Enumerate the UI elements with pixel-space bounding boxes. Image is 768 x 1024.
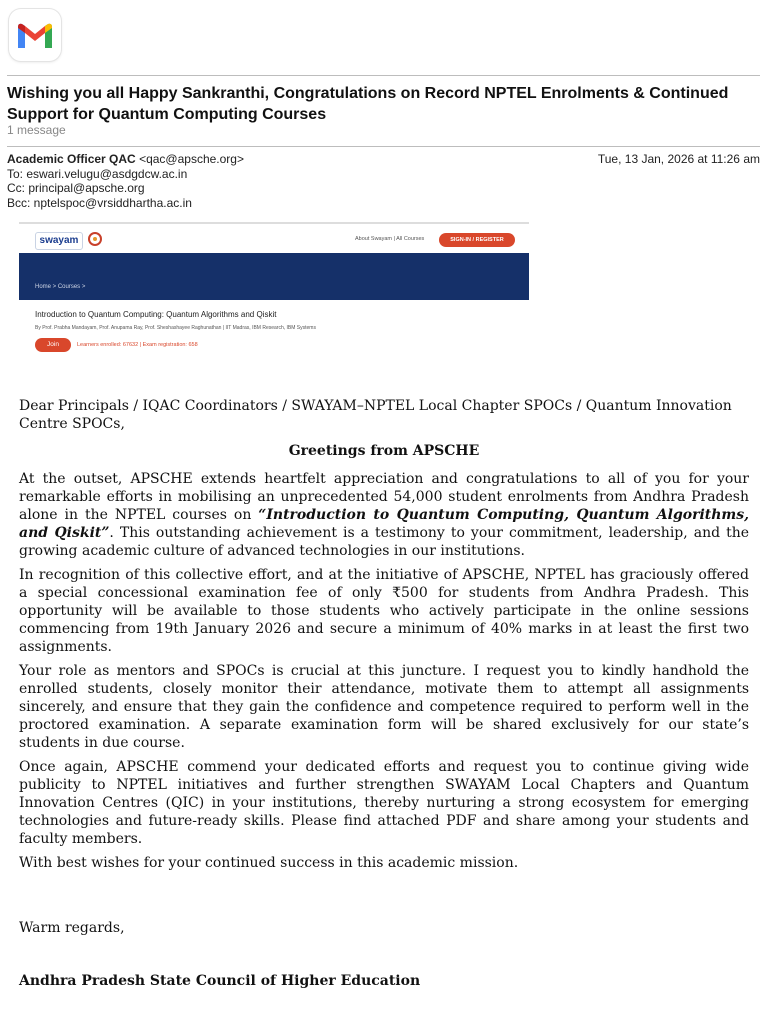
salutation: Dear Principals / IQAC Coordinators / SWAYAM–NPTEL Local Chapter SPOCs / Quantum Innovation Centre SPOCs, (19, 398, 732, 432)
signature: Andhra Pradesh State Council of Higher Education (19, 972, 421, 989)
signin-button: SIGN-IN / REGISTER (439, 233, 515, 247)
paragraph-4: Once again, APSCHE commend your dedicated efforts and request you to continue giving wide publicity to NPTEL initiatives and further strengthen SWAYAM Local Chapters and Quantum Innovation Centres (QIC) in your institutions, thereby nurturing a strong ecosystem for emerging technologies and future-ready skills. Please find attached PDF and share among your students and faculty members. (19, 759, 749, 847)
banner-course-instructors: By Prof. Prabha Mandayam, Prof. Anupama Ray, Prof. Sheshashayee Raghunathan | IIT Madras, IBM Research, IBM Systems (35, 325, 316, 331)
paragraph-1-end: . This outstanding achievement is a testimony to your commitment, leadership, and the growing academic culture of advanced technologies in our institutions. (19, 524, 749, 559)
banner-top-links: About Swayam | All Courses (355, 236, 425, 242)
emblem-icon (88, 232, 102, 246)
regards: Warm regards, (19, 920, 125, 937)
email-meta (7, 152, 244, 210)
banner-breadcrumb: Home > Courses > (35, 284, 86, 290)
paragraph-3: Your role as mentors and SPOCs is crucial at this juncture. I request you to kindly handhold the enrolled students, closely monitor their attendance, motivate them to attempt all assignments sincerely, and ensure that they gain the confidence and competence required to perform well in the proctored examination. A separate examination form will be shared exclusively for our state’s students in due course. (19, 663, 749, 751)
cc-line: Cc: principal@apsche.org (7, 181, 145, 195)
bcc-line: Bcc: nptelspoc@vrsiddhartha.ac.in (7, 195, 192, 210)
sender-line (7, 152, 244, 167)
email-subject: Wishing you all Happy Sankranthi, Congratulations on Record NPTEL Enrolments & Continued Support for Quantum Computing Courses (7, 85, 729, 123)
banner-course-title: Introduction to Quantum Computing: Quantum Algorithms and Qiskit (35, 310, 277, 319)
email-date: Tue, 13 Jan, 2026 at 11:26 am (597, 152, 760, 166)
paragraph-1 (19, 471, 749, 560)
subject-divider (7, 146, 760, 147)
gmail-logo (9, 9, 61, 61)
greeting: Greetings from APSCHE (288, 442, 480, 459)
course-banner-image (19, 222, 529, 367)
to-line: To: eswari.velugu@asdgdcw.ac.in (7, 166, 188, 181)
paragraph-2: In recognition of this collective effort, and at the initiative of APSCHE, NPTEL has graciously offered a special concessional examination fee of only ₹500 for students from Andhra Pradesh. This opportunity will be available to those students who actively participate in the online sessions commencing from 19th January 2026 and secure a minimum of 40% marks in at least the first two assignments. (19, 567, 749, 655)
paragraph-1-start: At the outset, APSCHE extends heartfelt appreciation and congratulations to all of you for your remarkable efforts in mobilising an unprecedented 54,000 student enrolments from Andhra Pradesh alone in the NPTEL courses on (19, 471, 749, 523)
gmail-icon (16, 20, 54, 50)
swayam-logo: swayam (35, 232, 83, 250)
sender-name[interactable]: Academic Officer QAC (7, 152, 136, 166)
email-body (19, 398, 749, 998)
banner-nav-band (19, 253, 529, 300)
banner-stats: Learners enrolled: 67632 | Exam registration: 658 (77, 342, 198, 348)
sender-email[interactable]: <qac@apsche.org> (139, 152, 244, 166)
wishes: With best wishes for your continued success in this academic mission. (19, 855, 519, 872)
join-button: Join (35, 338, 71, 352)
header-divider (7, 75, 760, 76)
course-name: “Introduction to Quantum Computing, Quantum Algorithms, and Qiskit” (19, 506, 750, 541)
message-count: 1 message (7, 123, 66, 137)
